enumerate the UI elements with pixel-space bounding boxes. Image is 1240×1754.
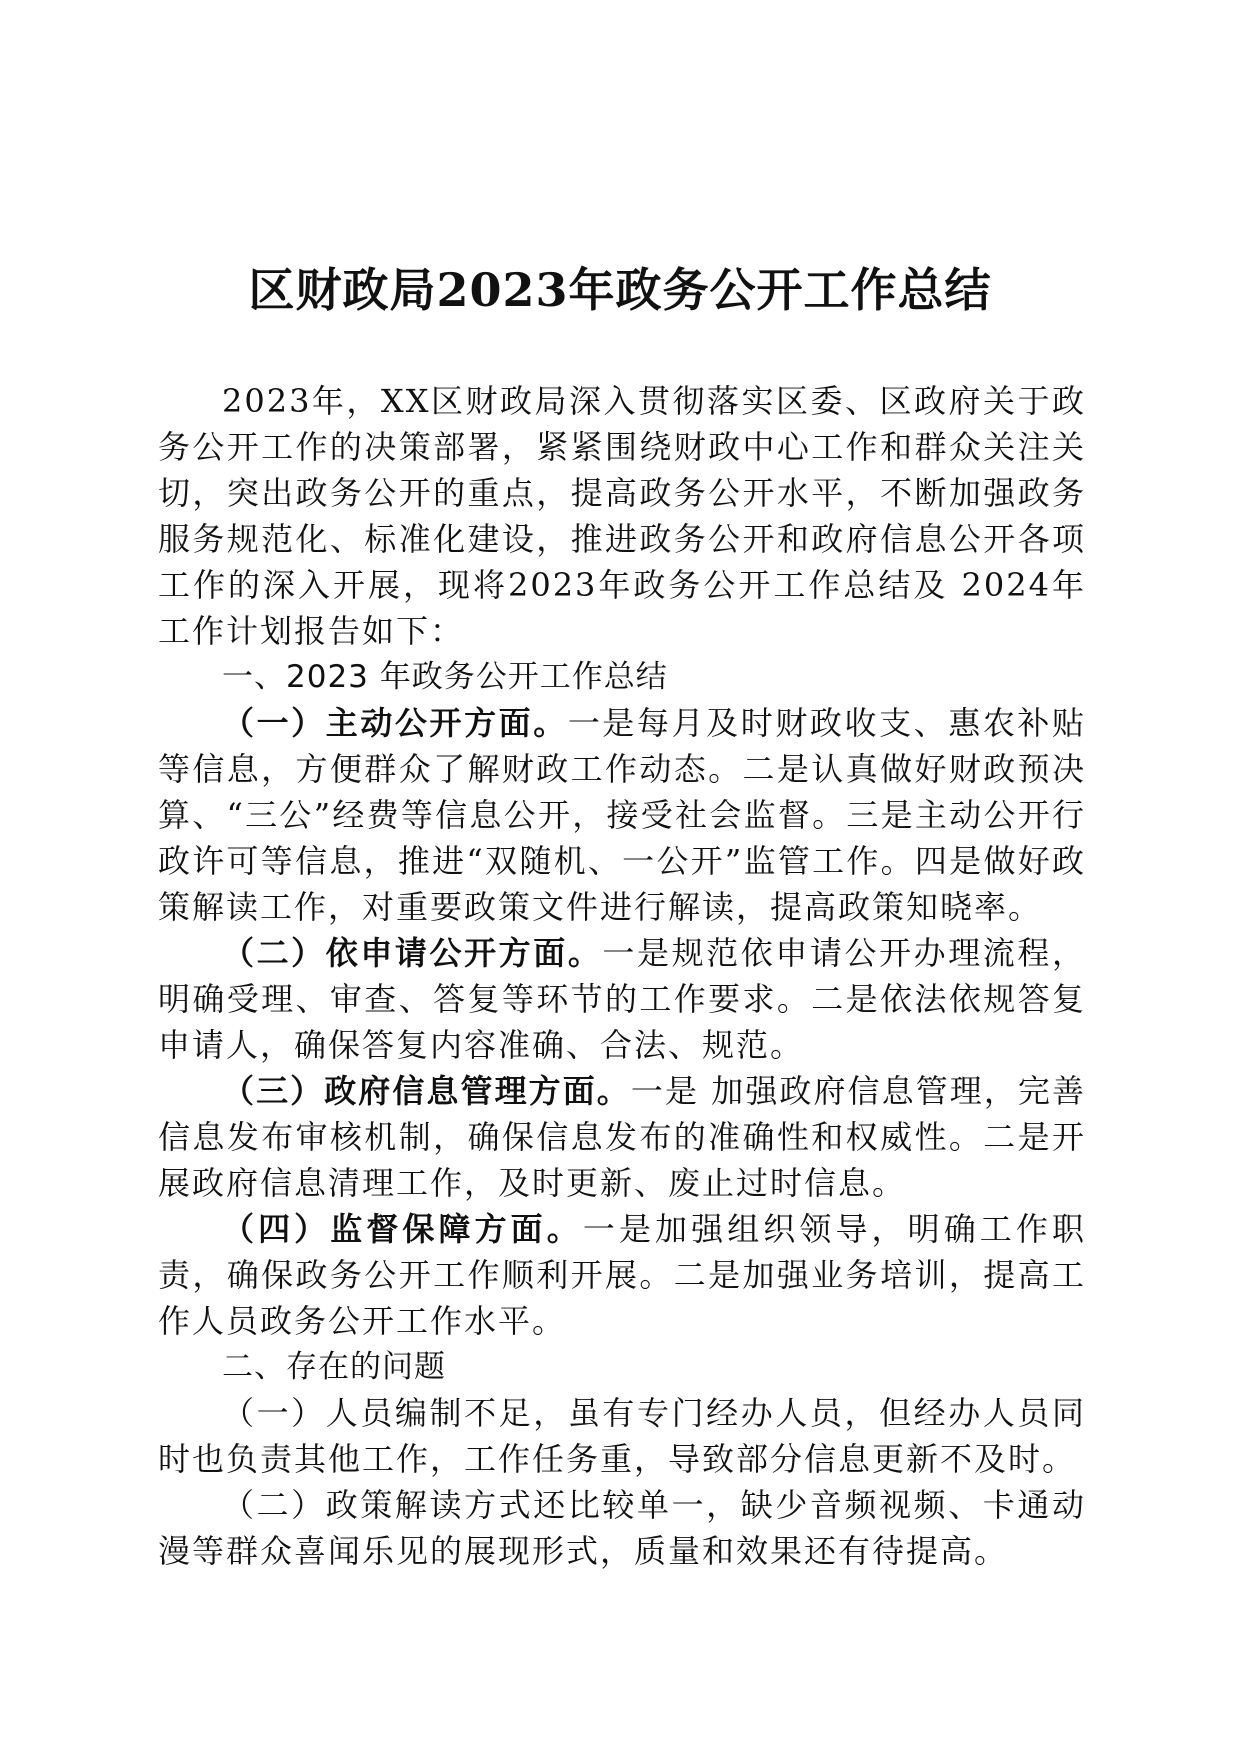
summary-item-label: （三）政府信息管理方面。	[222, 1072, 631, 1110]
summary-item-label: （四）监督保障方面。	[222, 1210, 583, 1248]
intro-paragraph: 2023年，XX区财政局深入贯彻落实区委、区政府关于政务公开工作的决策部署，紧紧围绕财政中心工作和群众关注关切，突出政务公开的重点，提高政务公开水平，不断加强政务服务规范化、标准化建设，推进政务公开和政府信息公开各项工作的深入开展，现将2023年政务公开工作总结及 2024年工作计划报告如下：	[158, 382, 1086, 650]
summary-item-text: 一是每月及时财政收支、惠农补贴等信息，方便群众了解财政工作动态。二是认真做好财政预决算、“三公”经费等信息公开，接受社会监督。三是主动公开行政许可等信息，推进“双随机、一公开”监管工作。四是做好政策解读工作，对重要政策文件进行解读，提高政策知晓率。	[158, 704, 1086, 926]
problem-item-policy-interpretation: （二）政策解读方式还比较单一，缺少音频视频、卡通动漫等群众喜闻乐见的展现形式，质量和效果还有待提高。	[158, 1486, 1086, 1570]
summary-item-label: （一）主动公开方面。	[222, 704, 568, 742]
summary-item-proactive	[158, 700, 1086, 930]
summary-item-text: 一是规范依申请公开办理流程，明确受理、审查、答复等环节的工作要求。二是依法依规答复申请人，确保答复内容准确、合法、规范。	[158, 934, 1086, 1064]
document-title: 区财政局2023年政务公开工作总结	[248, 263, 992, 317]
section-heading-problems: 二、存在的问题	[222, 1349, 446, 1385]
summary-item-label: （二）依申请公开方面。	[222, 934, 603, 972]
document-body	[158, 378, 1086, 1574]
problem-item-staffing: （一）人员编制不足，虽有专门经办人员，但经办人员同时也负责其他工作，工作任务重，导致部分信息更新不及时。	[158, 1394, 1086, 1478]
summary-item-text: 一是 加强政府信息管理，完善信息发布审核机制，确保信息发布的准确性和权威性。二是开展政府信息清理工作，及时更新、废止过时信息。	[158, 1072, 1086, 1202]
summary-item-supervision	[158, 1206, 1086, 1344]
summary-item-application	[158, 930, 1086, 1068]
summary-item-information-management	[158, 1068, 1086, 1206]
summary-item-text: 一是加强组织领导，明确工作职责，确保政务公开工作顺利开展。二是加强业务培训，提高工作人员政务公开工作水平。	[158, 1210, 1086, 1340]
section-heading-summary: 一、2023 年政务公开工作总结	[222, 659, 668, 695]
